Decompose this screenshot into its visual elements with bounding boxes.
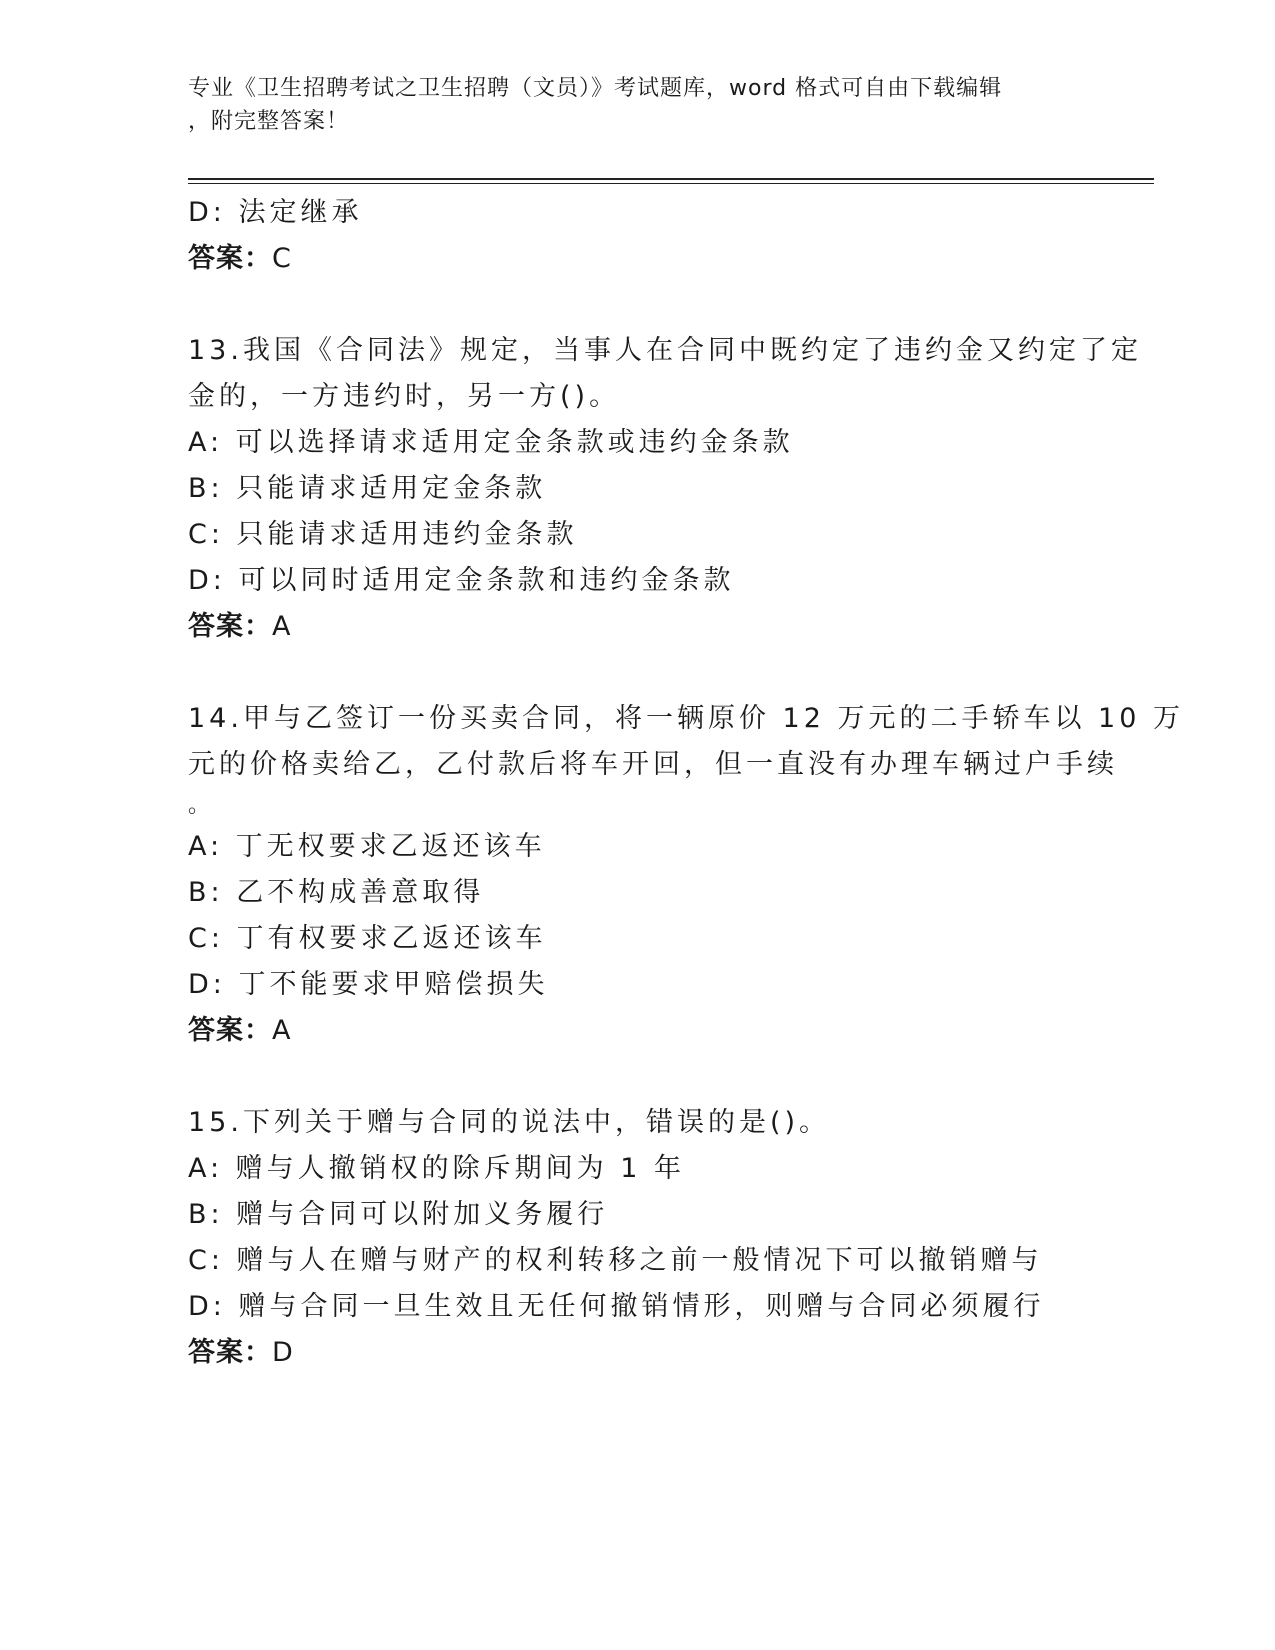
question-13-option-b: B: 只能请求适用定金条款 [188,473,547,504]
stem-line: 金的，一方违约时，另一方()。 [188,381,621,412]
stem-line: 14.甲与乙签订一份买卖合同，将一辆原价 12 万元的二手轿车以 10 万 [188,703,1184,734]
stem-line: 15.下列关于赠与合同的说法中，错误的是()。 [188,1107,831,1138]
question-14-option-b: B: 乙不构成善意取得 [188,877,485,908]
header-line-1: 专业《卫生招聘考试之卫生招聘（文员）》考试题库，word 格式可自由下载编辑 [188,76,1003,101]
header-line-2: ，附完整答案！ [188,109,350,134]
question-15-answer [188,1330,1088,1376]
stem-tail: 。 [188,793,215,818]
answer-value: C [272,243,292,274]
answer-value: A [272,611,292,642]
question-13-stem [188,328,1142,420]
question-14-answer [188,1008,1088,1054]
stem-line: 元的价格卖给乙，乙付款后将车开回，但一直没有办理车辆过户手续 [188,749,1118,780]
stem-line: 13.我国《合同法》规定，当事人在合同中既约定了违约金又约定了定 [188,335,1142,366]
question-14-option-a: A: 丁无权要求乙返还该车 [188,831,546,862]
header-divider-thick [188,178,1154,180]
answer-value: A [272,1015,292,1046]
answer-value: D [272,1337,294,1368]
question-14-stem [188,696,1184,824]
prev-answer [188,236,1088,282]
question-15-option-b: B: 赠与合同可以附加义务履行 [188,1199,609,1230]
answer-label: 答案： [188,243,272,274]
question-15-stem [188,1100,1088,1146]
question-13-option-c: C: 只能请求适用违约金条款 [188,519,578,550]
question-15-option-d: D: 赠与合同一旦生效且无任何撤销情形，则赠与合同必须履行 [188,1291,1045,1322]
header-divider-thin [188,183,1154,184]
answer-label: 答案： [188,1337,272,1368]
answer-label: 答案： [188,611,272,642]
question-13-option-a: A: 可以选择请求适用定金条款或违约金条款 [188,427,794,458]
answer-label: 答案： [188,1015,272,1046]
page-header [188,72,1068,138]
question-13-option-d: D: 可以同时适用定金条款和违约金条款 [188,565,735,596]
question-list [188,190,1184,1376]
question-15-option-c: C: 赠与人在赠与财产的权利转移之前一般情况下可以撤销赠与 [188,1245,1043,1276]
question-13-answer [188,604,1088,650]
prev-option-d: D: 法定继承 [188,197,363,228]
question-14-option-c: C: 丁有权要求乙返还该车 [188,923,547,954]
question-14-option-d: D: 丁不能要求甲赔偿损失 [188,969,549,1000]
question-15-option-a: A: 赠与人撤销权的除斥期间为 1 年 [188,1153,686,1184]
